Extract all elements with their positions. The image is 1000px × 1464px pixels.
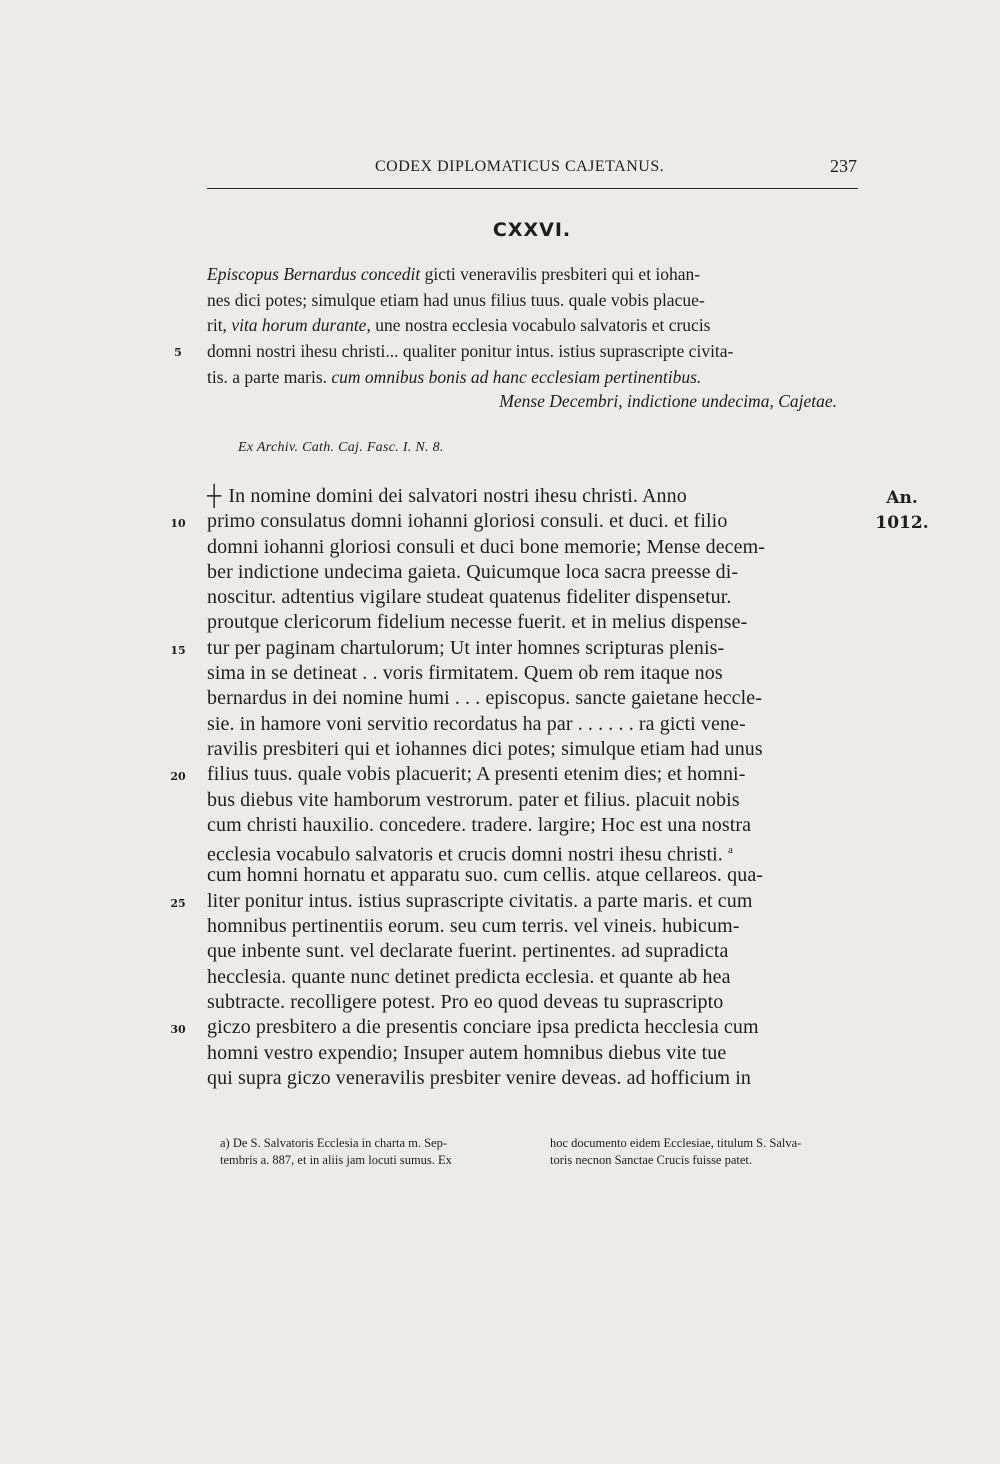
- line-number: 20: [170, 770, 186, 784]
- line-number: 30: [170, 1023, 186, 1037]
- margin-year-value: 1012.: [875, 513, 929, 533]
- charter-line-text: giczo presbitero a die presentis conciare ipsa predicta hecclesia cum: [207, 1016, 759, 1039]
- regest-segment: Episcopus Bernardus concedit: [207, 264, 421, 284]
- regest-line: [207, 288, 867, 314]
- line-number: 25: [170, 896, 186, 910]
- regest-segment: gicti veneravilis presbiteri qui et iohan-: [420, 264, 701, 284]
- margin-year: [871, 486, 933, 536]
- charter-line: [207, 914, 867, 939]
- charter-line-text: hecclesia. quante nunc detinet predicta ecclesia. et quante ab hea: [207, 965, 731, 988]
- charter-line: [207, 686, 867, 711]
- charter-line-text: bernardus in dei nomine humi . . . episcopus. sancte gaietane heccle-: [207, 687, 763, 710]
- regest-segment: vita horum durante: [231, 315, 367, 336]
- charter-line-text: primo consulatus domni iohanni gloriosi consuli. et duci. et filio: [207, 510, 728, 533]
- footnote-column-right: [550, 1135, 801, 1169]
- footnote-line: toris necnon Sanctae Crucis fuisse patet.: [550, 1153, 753, 1167]
- running-header: [207, 158, 857, 184]
- regest-line: [207, 365, 867, 391]
- regest-segment: tis. a parte maris.: [207, 366, 332, 387]
- charter-line-text: ecclesia vocabulo salvatoris et crucis domni nostri ihesu christi.: [207, 843, 723, 866]
- archival-source: Ex Archiv. Cath. Caj. Fasc. I. N. 8.: [238, 440, 444, 455]
- charter-line-text: ber indictione undecima gaieta. Quicumque loca sacra preesse di-: [207, 560, 739, 583]
- charter-line: [207, 838, 867, 866]
- line-number: 5: [174, 346, 182, 360]
- charter-line: [207, 1015, 867, 1040]
- charter-line: [207, 889, 867, 914]
- charter-line: [207, 509, 867, 534]
- charter-text: [207, 484, 867, 1091]
- charter-line: [207, 1066, 867, 1091]
- charter-line-text: ravilis presbiteri qui et iohannes dici potes; simulque etiam had unus: [207, 737, 763, 760]
- charter-line-text: cum homni hornatu et apparatu suo. cum cellis. atque cellareos. qua-: [207, 864, 764, 887]
- charter-line-text: proutque clericorum fidelium necesse fuerit. et in melius dispense-: [207, 611, 748, 634]
- charter-line: [207, 484, 867, 509]
- regest-line: [207, 313, 867, 339]
- charter-line-text: homnibus pertinentiis eorum. seu cum terris. vel vineis. hubicum-: [207, 915, 740, 938]
- charter-line: [207, 965, 867, 990]
- regest-segment: , une nostra ecclesia vocabulo salvatoris et crucis: [366, 315, 711, 336]
- charter-line: [207, 610, 867, 635]
- charter-line-text: noscitur. adtentius vigilare studeat quatenus fideliter dispensetur.: [207, 586, 732, 609]
- charter-line: [207, 560, 867, 585]
- charter-line-text: qui supra giczo veneravilis presbiter venire deveas. ad hofficium in: [207, 1066, 752, 1089]
- charter-line: [207, 813, 867, 838]
- charter-line-text: cum christi hauxilio. concedere. tradere. largire; Hoc est una nostra: [207, 813, 752, 836]
- regest: [207, 262, 867, 390]
- charter-line: [207, 990, 867, 1015]
- charter-line-text: tur per paginam chartulorum; Ut inter homnes scripturas plenis-: [207, 636, 725, 659]
- line-number: 15: [170, 643, 186, 657]
- line-number: 10: [170, 517, 186, 531]
- running-title: CODEX DIPLOMATICUS CAJETANUS.: [375, 158, 665, 175]
- charter-line-text: que inbente sunt. vel declarate fuerint. pertinentes. ad supradicta: [207, 940, 729, 963]
- page-number: 237: [830, 156, 857, 176]
- cross-icon: ┼: [207, 485, 222, 507]
- charter-line: [207, 585, 867, 610]
- header-rule: [207, 188, 858, 189]
- margin-year-label: An.: [886, 488, 918, 508]
- document-number: CXXVI.: [492, 219, 572, 241]
- charter-line: [207, 737, 867, 762]
- charter-line-text: sima in se detineat . . voris firmitatem. Quem ob rem itaque nos: [207, 662, 723, 685]
- charter-line-text: bus diebus vite hamborum vestrorum. pater et filius. placuit nobis: [207, 788, 740, 811]
- charter-line-text: homni vestro expendio; Insuper autem homnibus diebus vite tue: [207, 1041, 727, 1064]
- charter-line-text: filius tuus. quale vobis placuerit; A presenti etenim dies; et homni-: [207, 763, 746, 786]
- regest-line: [207, 262, 867, 288]
- charter-line-text: liter ponitur intus. istius suprascripte civitatis. a parte maris. et cum: [207, 889, 753, 912]
- charter-line-text: subtracte. recolligere potest. Pro eo quod deveas tu suprascripto: [207, 990, 724, 1013]
- regest-segment: nes dici potes; simulque etiam had unus filius tuus. quale vobis placue-: [207, 289, 705, 310]
- charter-line: [207, 535, 867, 560]
- regest-segment: domni nostri ihesu christi... qualiter ponitur intus. istius suprascripte civita-: [207, 341, 734, 362]
- footnote-line: a) De S. Salvatoris Ecclesia in charta m. Sep-: [220, 1136, 448, 1150]
- charter-line-text: sie. in hamore voni servitio recordatus ha par . . . . . . ra gicti vene-: [207, 712, 746, 735]
- regest-segment: rit,: [207, 315, 232, 336]
- footnote-marker: a: [728, 844, 733, 857]
- charter-line: [207, 863, 867, 888]
- charter-line: [207, 788, 867, 813]
- regest-line: [207, 339, 867, 365]
- footnote-column-left: [220, 1135, 452, 1169]
- charter-line: [207, 661, 867, 686]
- charter-line-text: In nomine domini dei salvatori nostri ihesu christi. Anno: [228, 485, 687, 507]
- charter-line: [207, 939, 867, 964]
- charter-line: [207, 762, 867, 787]
- date-line: Mense Decembri, indictione undecima, Cajetae.: [499, 391, 837, 411]
- footnote-line: tembris a. 887, et in aliis jam locuti sumus. Ex: [220, 1153, 452, 1167]
- regest-segment: cum omnibus bonis ad hanc ecclesiam pertinentibus.: [331, 366, 702, 387]
- charter-line: [207, 636, 867, 661]
- charter-line: [207, 712, 867, 737]
- charter-line-text: domni iohanni gloriosi consuli et duci bone memorie; Mense decem-: [207, 535, 766, 558]
- charter-line: [207, 1041, 867, 1066]
- footnote-line: hoc documento eidem Ecclesiae, titulum S. Salva-: [550, 1136, 802, 1150]
